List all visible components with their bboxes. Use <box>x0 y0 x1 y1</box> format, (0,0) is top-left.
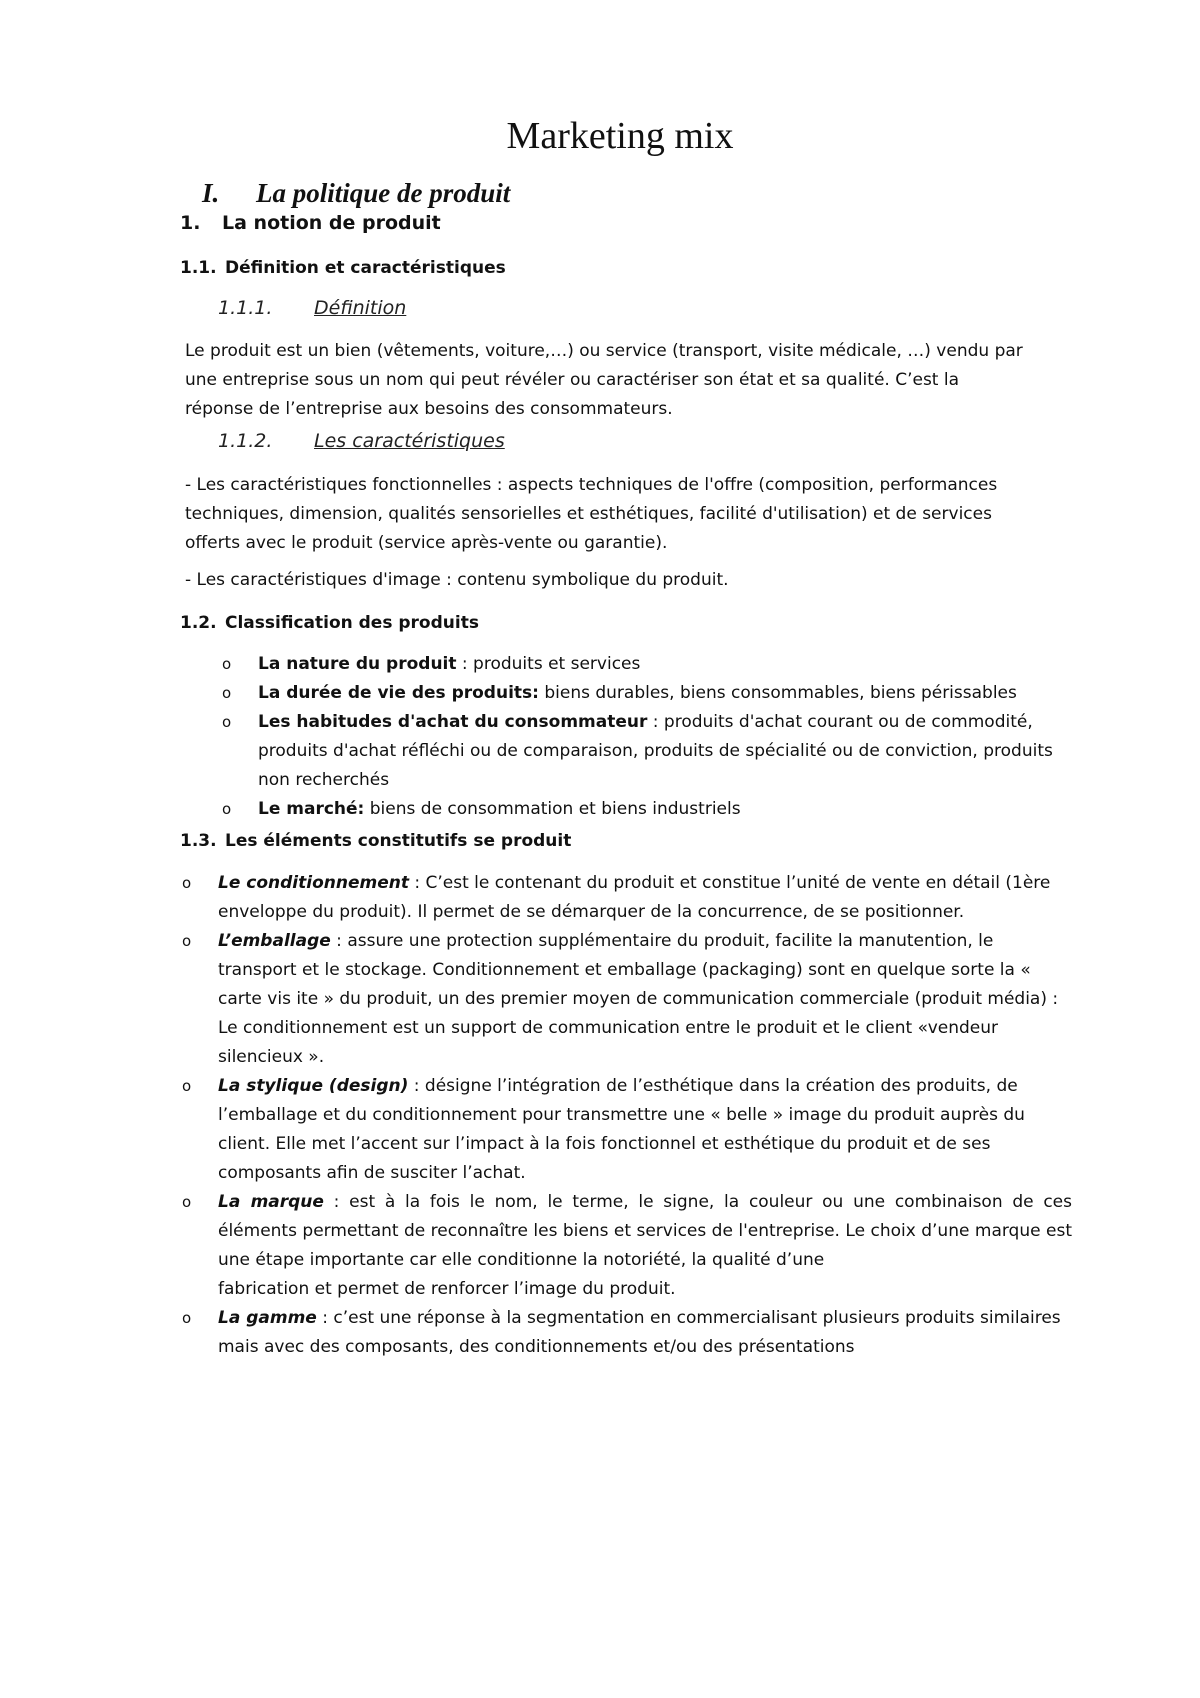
list-item <box>222 650 1072 679</box>
bullet-marker: o <box>182 874 192 892</box>
list-item <box>182 1188 1072 1304</box>
bullet-marker: o <box>222 684 232 702</box>
section-heading-1 <box>202 176 510 210</box>
heading-definition <box>218 294 406 322</box>
heading-number: 1.2. <box>180 613 217 633</box>
elements-list <box>182 869 1072 1362</box>
item-text: : désigne l’intégration de l’esthétique dans la création des produits, de l’emballage et du conditionnement pour transmettre une « belle » image du produit auprès du client. Elle met l’accent sur l’impact à la fois fonctionnel et esthétique du produit et de ses composants afin de susciter l’achat. <box>218 1076 1025 1183</box>
list-item <box>182 1072 1072 1188</box>
paragraph-line: offerts avec le produit (service après-vente ou garantie). <box>185 533 668 553</box>
paragraph-line: - Les caractéristiques d'image : contenu symbolique du produit. <box>185 570 729 590</box>
classification-list <box>222 650 1072 824</box>
heading-title: Les caractéristiques <box>314 430 505 452</box>
paragraph-line: réponse de l’entreprise aux besoins des consommateurs. <box>185 399 673 419</box>
subsection-heading-notion <box>180 209 441 237</box>
item-label: Le marché: <box>258 799 365 819</box>
heading-number: 1.1.1. <box>218 297 273 319</box>
heading-title: Classification des produits <box>225 613 479 633</box>
section-title: La politique de produit <box>256 178 511 208</box>
subsection-number: 1. <box>180 212 201 234</box>
heading-elements-constitutifs <box>180 828 571 854</box>
bullet-marker: o <box>182 1309 192 1327</box>
paragraph-line: Le produit est un bien (vêtements, voiture,…) ou service (transport, visite médicale, …) vendu par <box>185 341 1023 361</box>
item-text: : assure une protection supplémentaire du produit, facilite la manutention, le transport et le stockage. Conditionnement et emballage (packaging) sont en quelque sorte la « carte vis ite » du produit, un des premier moyen de communication commerciale (produit média) : Le conditionnement est un support de communication entre le produit et le client «vendeur silencieux ». <box>218 931 1059 1067</box>
bullet-marker: o <box>222 713 232 731</box>
heading-title: Les éléments constitutifs se produit <box>225 831 572 851</box>
heading-number: 1.1.2. <box>218 430 273 452</box>
subsection-title: La notion de produit <box>222 212 441 234</box>
list-item <box>182 1304 1072 1362</box>
bullet-marker: o <box>182 1193 192 1211</box>
item-text: : produits et services <box>456 654 641 674</box>
item-text: : produits d'achat courant ou de commodité, produits d'achat réfléchi ou de comparaison, produits de spécialité ou de conviction, produits non recherchés <box>258 712 1053 790</box>
caracteristiques-paragraph <box>185 471 1065 558</box>
bullet-marker: o <box>182 1077 192 1095</box>
item-text-tail: fabrication et permet de renforcer l’image du produit. <box>218 1279 676 1299</box>
bullet-marker: o <box>222 800 232 818</box>
item-label: La gamme <box>218 1308 317 1328</box>
list-item <box>182 927 1072 1072</box>
caracteristiques-image-paragraph <box>185 566 1065 595</box>
heading-classification <box>180 610 479 636</box>
heading-caracteristiques <box>218 427 505 455</box>
item-text: biens durables, biens consommables, biens périssables <box>538 683 1017 703</box>
document-title: Marketing mix <box>506 115 734 157</box>
list-item <box>222 795 1072 824</box>
item-text: : est à la fois le nom, le terme, le signe, la couleur ou une combinaison de ces éléments permettant de reconnaître les biens et services de l'entreprise. Le choix d’une marque est une étape importante car elle conditionne la notoriété, la qualité d’une <box>218 1192 1073 1270</box>
item-label: La marque <box>218 1192 324 1212</box>
list-item <box>182 869 1072 927</box>
item-label: La nature du produit <box>258 654 457 674</box>
definition-paragraph <box>185 337 1065 424</box>
item-label: L’emballage <box>218 931 331 951</box>
bullet-marker: o <box>182 932 192 950</box>
item-label: La stylique (design) <box>218 1076 409 1096</box>
heading-title: Définition et caractéristiques <box>225 258 506 278</box>
item-label: La durée de vie des produits: <box>258 683 539 703</box>
item-text: biens de consommation et biens industriels <box>364 799 741 819</box>
heading-definition-caracteristiques <box>180 255 506 281</box>
item-label: Le conditionnement <box>218 873 409 893</box>
item-text: : c’est une réponse à la segmentation en commercialisant plusieurs produits similaires mais avec des composants, des conditionnements et/ou des présentations <box>218 1308 1061 1357</box>
heading-title: Définition <box>314 297 407 319</box>
heading-number: 1.1. <box>180 258 217 278</box>
section-number: I. <box>202 178 220 208</box>
heading-number: 1.3. <box>180 831 217 851</box>
paragraph-line: techniques, dimension, qualités sensorielles et esthétiques, facilité d'utilisation) et de services <box>185 504 992 524</box>
list-item <box>222 708 1072 795</box>
item-label: Les habitudes d'achat du consommateur <box>258 712 648 732</box>
list-item <box>222 679 1072 708</box>
paragraph-line: - Les caractéristiques fonctionnelles : aspects techniques de l'offre (composition, performances <box>185 475 998 495</box>
paragraph-line: une entreprise sous un nom qui peut révéler ou caractériser son état et sa qualité. C’est la <box>185 370 960 390</box>
item-text: : C’est le contenant du produit et constitue l’unité de vente en détail (1ère enveloppe du produit). Il permet de se démarquer de la concurrence, de se positionner. <box>218 873 1051 922</box>
bullet-marker: o <box>222 655 232 673</box>
